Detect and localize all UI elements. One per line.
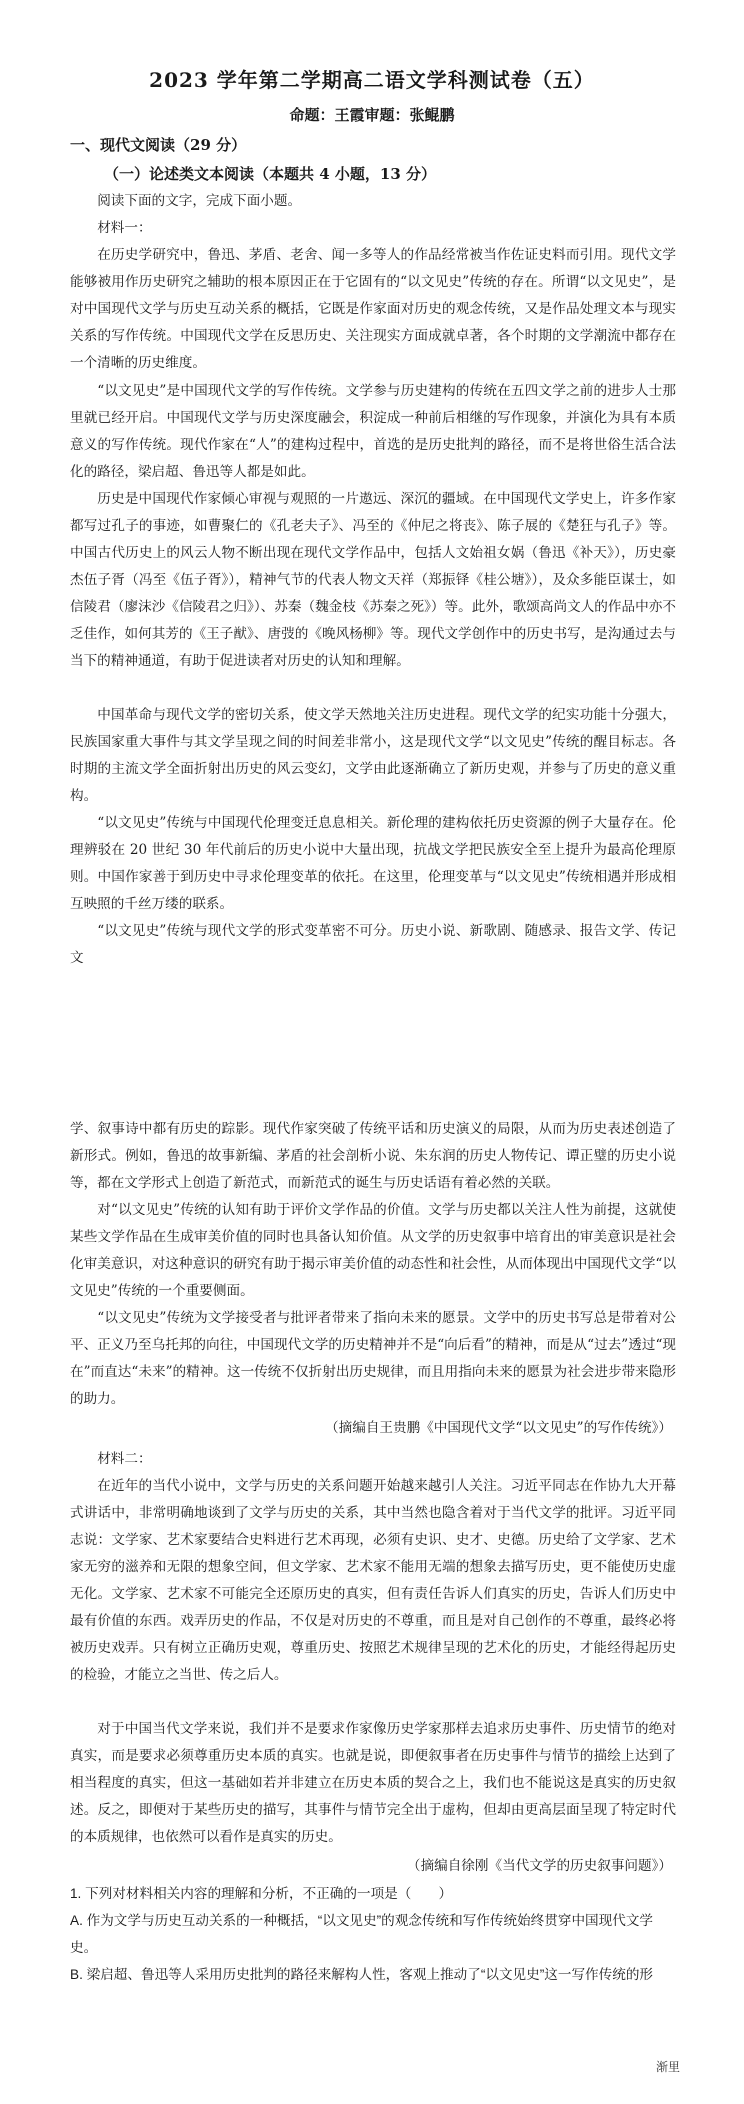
material1-paragraph-6-start: “以文见史”传统与现代文学的形式变革密不可分。历史小说、新歌剧、随感录、报告文学、传记文	[70, 923, 676, 966]
question-1-stem: 1. 下列对材料相关内容的理解和分析，不正确的一项是（ ）	[70, 1886, 453, 1901]
material1-paragraph-8: “以文见史”传统为文学接受者与批评者带来了指向未来的愿景。文学中的历史书写总是带着对公平、正义乃至乌托邦的向往，中国现代文学的历史精神并不是“向后看”的精神，而是从“过去”透过“现在”而直达“未来”的精神。这一传统不仅折射出历史规律，而且用指向未来的愿景为社会进步带来隐形的助力。	[70, 1310, 676, 1407]
material1-source: （摘编自王贵鹏《中国现代文学“以文见史”的写作传统》）	[325, 1420, 672, 1436]
material1-paragraph-4: 中国革命与现代文学的密切关系，使文学天然地关注历史进程。现代文学的纪实功能十分强大，民族国家重大事件与其文学呈现之间的时间差非常小，这是现代文学“以文见史”传统的醒目标志。各时期的主流文学全面折射出历史的风云变幻，文学由此逐渐确立了新历史观，并参与了历史的意义重构。	[70, 707, 676, 804]
exam-authors: 命题：王霞审题：张鲲鹏	[289, 106, 455, 124]
material1-label: 材料一：	[97, 220, 152, 236]
material1-paragraph-6-end: 学、叙事诗中都有历史的踪影。现代作家突破了传统平话和历史演义的局限，从而为历史表述创造了新形式。例如，鲁迅的故事新编、茅盾的社会剖析小说、朱东润的历史人物传记、谭正璧的历史小说等，都在文学形式上创造了新范式，而新范式的诞生与历史话语有着必然的关联。	[70, 1121, 676, 1191]
material2-source: （摘编自徐刚《当代文学的历史叙事问题》）	[406, 1858, 672, 1874]
material1-paragraph-2: “以文见史”是中国现代文学的写作传统。文学参与历史建构的传统在五四文学之前的进步人士那里就已经开启。中国现代文学与历史深度融会，积淀成一种前后相继的写作现象，并演化为具有本质意义的写作传统。现代作家在“人”的建构过程中，首选的是历史批判的路径，而不是将世俗生活合法化的路径，梁启超、鲁迅等人都是如此。	[70, 383, 676, 480]
material1-paragraph-3: 历史是中国现代作家倾心审视与观照的一片遨远、深沉的疆域。在中国现代文学史上，许多作家都写过孔子的事迹，如曹聚仁的《孔老夫子》、冯至的《仲尼之将丧》、陈子展的《楚狂与孔子》等。中国古代历史上的风云人物不断出现在现代文学作品中，包括人文始祖女娲（鲁迅《补天》），历史豪杰伍子胥（冯至《伍子胥》），精神气节的代表人物文天祥（郑振铎《桂公塘》），及众多能臣谋士，如信陵君（廖沫沙《信陵君之归》）、苏秦（魏金枝《苏秦之死》）等。此外，歌颂高尚文人的作品中亦不乏佳作，如何其芳的《王子猷》、唐弢的《晚风杨柳》等。现代文学创作中的历史书写，是沟通过去与当下的精神通道，有助于促进读者对历史的认知和理解。	[70, 491, 676, 669]
subsection-heading: （一）论述类文本阅读（本题共 4 小题，13 分）	[104, 165, 436, 183]
material1-paragraph-1: 在历史学研究中，鲁迅、茅盾、老舍、闻一多等人的作品经常被当作佐证史料而引用。现代文学能够被用作历史研究之辅助的根本原因正在于它固有的“以文见史”传统的存在。所谓“以文见史”，是对中国现代文学与历史互动关系的概括，它既是作家面对历史的观念传统，又是作品处理文本与现实关系的写作传统。中国现代文学在反思历史、关注现实方面成就卓著，各个时期的文学潮流中都存在一个清晰的历史维度。	[70, 247, 676, 371]
question-1-option-b: B. 梁启超、鲁迅等人采用历史批判的路径来解构人性，客观上推动了“以文见史”这一写作传统的形	[70, 1967, 654, 1982]
material2-paragraph-1: 在近年的当代小说中，文学与历史的关系问题开始越来越引人关注。习近平同志在作协九大开幕式讲话中，非常明确地谈到了文学与历史的关系，其中当然也隐含着对于当代文学的批评。习近平同志说：文学家、艺术家要结合史料进行艺术再现，必须有史识、史才、史德。历史给了文学家、艺术家无穷的滋养和无限的想象空间，但文学家、艺术家不能用无端的想象去描写历史，更不能使历史虚无化。文学家、艺术家不可能完全还原历史的真实，但有责任告诉人们真实的历史，告诉人们历史中最有价值的东西。戏弄历史的作品，不仅是对历史的不尊重，而且是对自己创作的不尊重，最终必将被历史戏弄。只有树立正确历史观，尊重历史、按照艺术规律呈现的艺术化的历史，才能经得起历史的检验，才能立之当世、传之后人。	[70, 1478, 676, 1683]
reading-instruction: 阅读下面的文字，完成下面小题。	[97, 193, 302, 209]
material1-paragraph-5: “以文见史”传统与中国现代伦理变迁息息相关。新伦理的建构依托历史资源的例子大量存在。伦理辨驳在 20 世纪 30 年代前后的历史小说中大量出现，抗战文学把民族安全至上提升为最高伦理原则。中国作家善于到历史中寻求伦理变革的依托。在这里，伦理变革与“以文见史”传统相遇并形成相互映照的千丝万缕的联系。	[70, 815, 676, 912]
material1-paragraph-7: 对“以文见史”传统的认知有助于评价文学作品的价值。文学与历史都以关注人性为前提，这就使某些文学作品在生成审美价值的同时也具备认知价值。从文学的历史叙事中培育出的审美意识是社会化审美意识，对这种意识的研究有助于揭示审美价值的动态性和社会性，从而体现出中国现代文学“以文见史”传统的一个重要侧面。	[70, 1202, 676, 1299]
question-1-option-a: A. 作为文学与历史互动关系的一种概括，“以文见史”的观念传统和写作传统始终贯穿中国现代文学史。	[70, 1913, 654, 1955]
material2-label: 材料二：	[97, 1451, 152, 1467]
exam-title: 2023 学年第二学期高二语文学科测试卷（五）	[149, 68, 595, 92]
section-heading: 一、现代文阅读（29 分）	[70, 136, 247, 154]
page-footer-mark: 渐里	[655, 2060, 680, 2074]
material2-paragraph-2: 对于中国当代文学来说，我们并不是要求作家像历史学家那样去追求历史事件、历史情节的绝对真实，而是要求必须尊重历史本质的真实。也就是说，即便叙事者在历史事件与情节的描绘上达到了相当程度的真实，但这一基础如若并非建立在历史本质的契合之上，我们也不能说这是真实的历史叙述。反之，即便对于某些历史的描写，其事件与情节完全出于虚构，但却由更高层面呈现了特定时代的本质规律，也依然可以看作是真实的历史。	[70, 1721, 676, 1845]
